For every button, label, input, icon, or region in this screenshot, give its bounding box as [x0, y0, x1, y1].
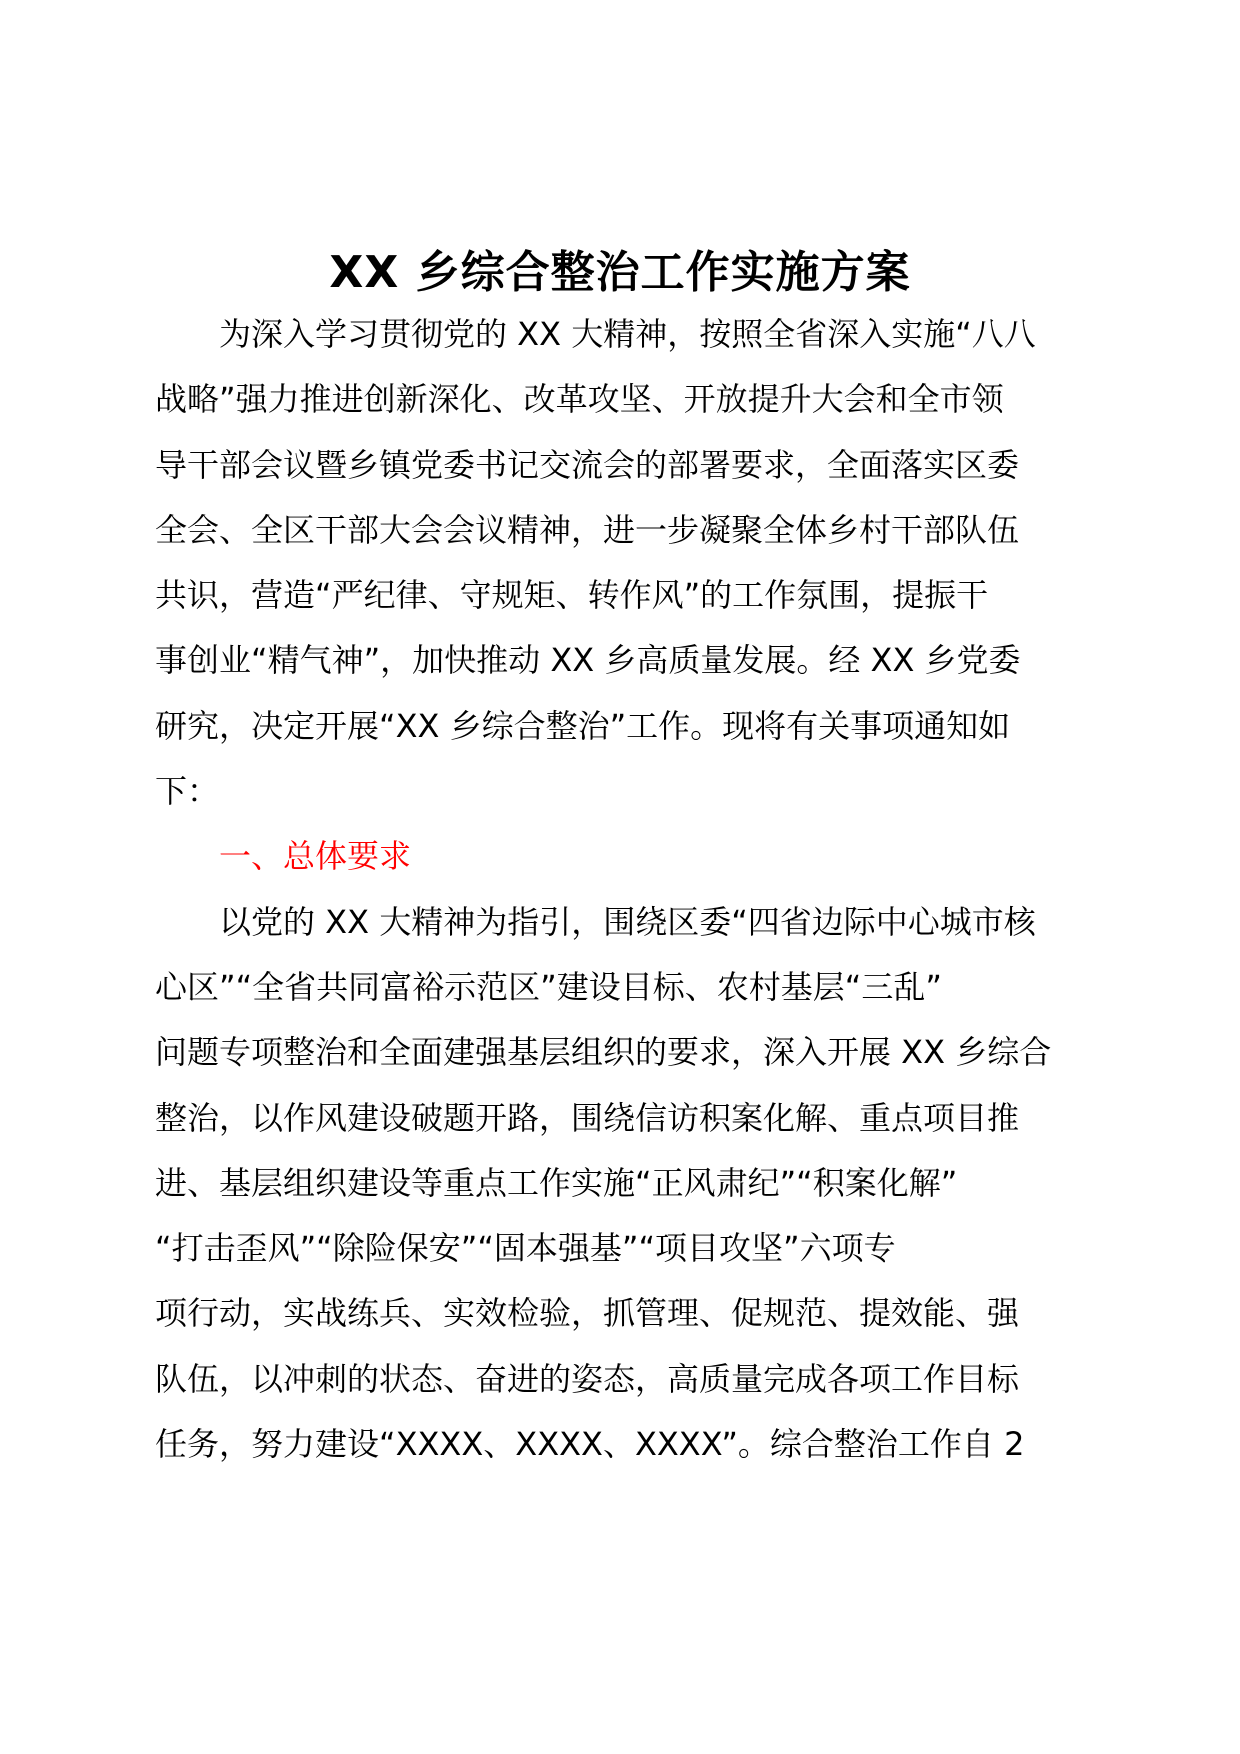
document-title: XX 乡综合整治工作实施方案: [329, 247, 911, 298]
paragraph-line: 问题专项整治和全面建强基层组织的要求，深入开展 XX 乡综合: [155, 1033, 1052, 1072]
paragraph-line: 队伍，以冲刺的状态、奋进的姿态，高质量完成各项工作目标: [155, 1359, 1020, 1398]
paragraph-line: 为深入学习贯彻党的 XX 大精神，按照全省深入实施“八八: [219, 315, 1036, 353]
paragraph-line: 以党的 XX 大精神为指引，围绕区委“四省边际中心城市核: [219, 902, 1036, 941]
paragraph-line: 整治，以作风建设破题开路，围绕信访积案化解、重点项目推: [155, 1098, 1020, 1137]
paragraph-line: 导干部会议暨乡镇党委书记交流会的部署要求，全面落实区委: [155, 445, 1020, 484]
paragraph-intro: [155, 302, 1090, 1477]
section-heading: 一、总体要求: [219, 837, 412, 876]
paragraph-line: 任务，努力建设“XXXX、XXXX、XXXX”。综合整治工作自 2: [155, 1425, 1025, 1464]
paragraph-line: 进、基层组织建设等重点工作实施“正风肃纪”“积案化解”: [155, 1163, 958, 1202]
paragraph-line: 项行动，实战练兵、实效检验，抓管理、促规范、提效能、强: [155, 1294, 1020, 1333]
paragraph-line: 共识，营造“严纪律、守规矩、转作风”的工作氛围，提振干: [155, 576, 989, 615]
paragraph-line: “打击歪风”“除险保安”“固本强基”“项目攻坚”六项专: [155, 1229, 896, 1268]
paragraph-line: 心区”“全省共同富裕示范区”建设目标、农村基层“三乱”: [155, 967, 942, 1006]
paragraph-line: 研究，决定开展“XX 乡综合整治”工作。现将有关事项通知如: [155, 706, 1011, 745]
paragraph-line: 事创业“精气神”，加快推动 XX 乡高质量发展。经 XX 乡党委: [155, 641, 1021, 680]
paragraph-line: 下：: [155, 772, 220, 811]
paragraph-line: 战略”强力推进创新深化、改革攻坚、开放提升大会和全市领: [155, 380, 1004, 419]
paragraph-line: 全会、全区干部大会会议精神，进一步凝聚全体乡村干部队伍: [155, 510, 1020, 549]
